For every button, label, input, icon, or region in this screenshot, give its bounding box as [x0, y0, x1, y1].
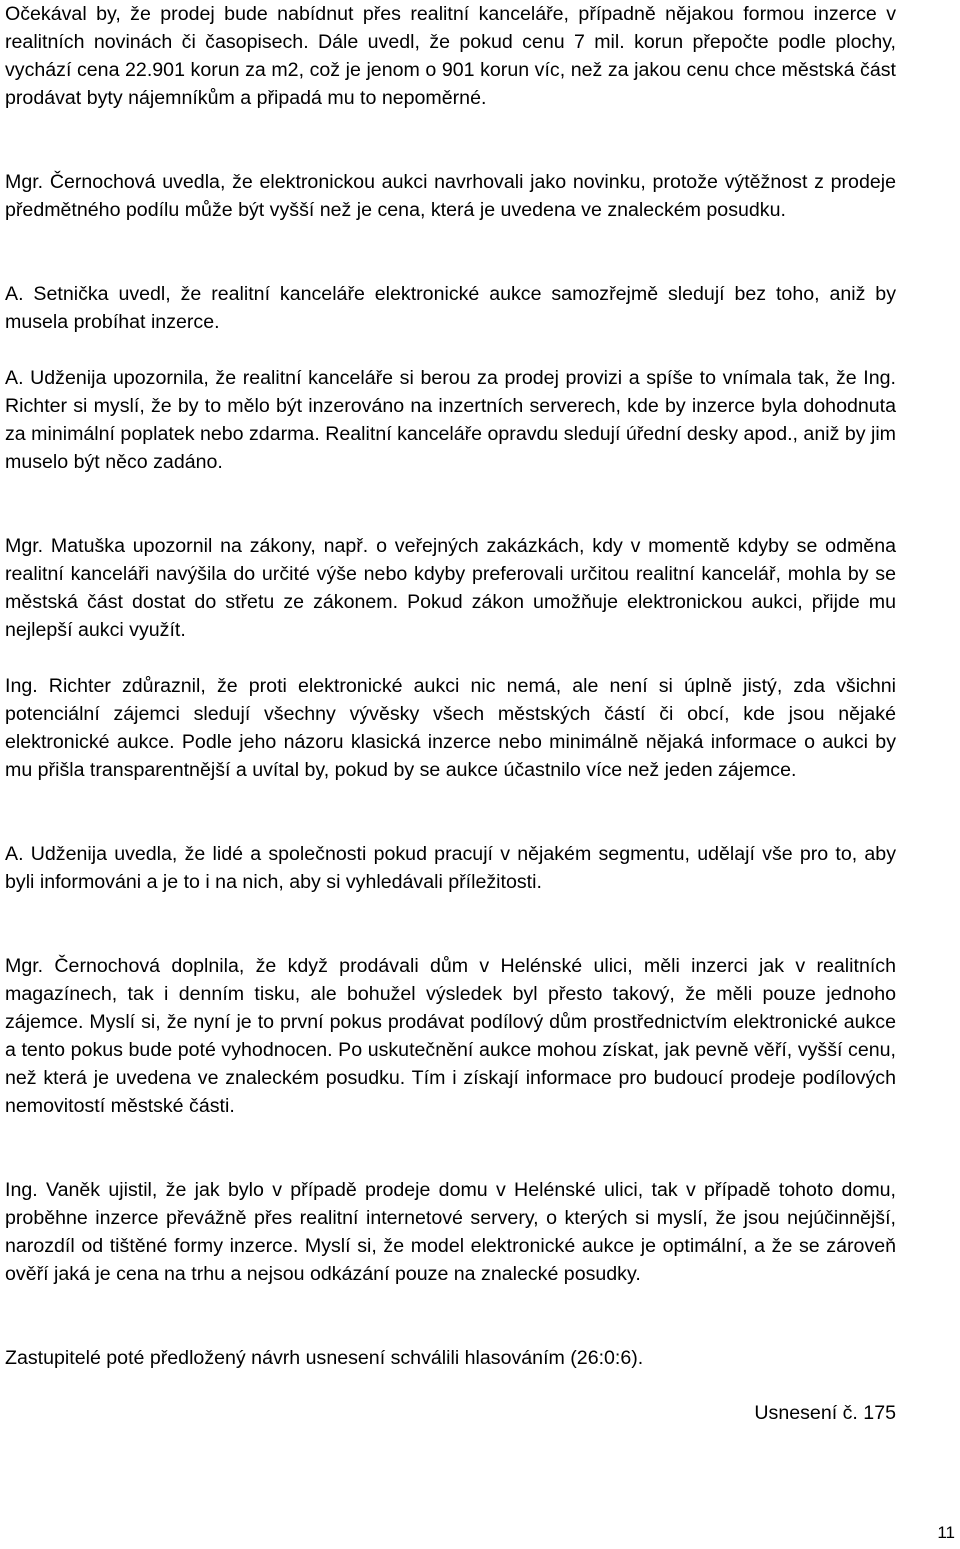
paragraph-prodej-cena: Očekával by, že prodej bude nabídnut přes realitní kanceláře, případně nějakou formou inzerce v realitních novinách či časopisech. Dále uvedl, že pokud cenu 7 mil. korun přepočte podle plochy, vychází cena 22.901 korun za m2, což je jenom o 901 korun víc, než za jakou cenu chce městská část prodávat byty nájemníkům a připadá mu to nepoměrné.: [5, 3, 896, 109]
paragraph-cernochova-helenska: Mgr. Černochová doplnila, že když prodávali dům v Helénské ulici, měli inzerci jak v realitních magazínech, tak i denním tisku, ale bohužel výsledek byl přesto takový, že měli pouze jednoho zájemce. Myslí si, že nyní je to první pokus prodávat podílový dům prostřednictvím elektronické aukce a tento pokus bude poté vyhodnocen. Po uskutečnění aukce mohou získat, jak pevně věří, vyšší cenu, než která je uvedena ve znaleckém posudku. Tím i získají informace pro budoucí prodeje podílových nemovitostí městské části.: [5, 955, 896, 1117]
paragraph-udzenija-segment: A. Udženija uvedla, že lidé a společnosti pokud pracují v nějakém segmentu, udělají vše pro to, aby byli informováni a je to i na nich, aby si vyhledávali příležitosti.: [5, 843, 896, 893]
paragraph-setnicka: A. Setnička uvedl, že realitní kanceláře elektronické aukce samozřejmě sledují bez toho, aniž by musela probíhat inzerce.: [5, 283, 896, 333]
paragraph-udzenija-provize: A. Udženija upozornila, že realitní kanceláře si berou za prodej provizi a spíše to vnímala tak, že Ing. Richter si myslí, že by to mělo být inzerováno na inzertních serverech, kde by inzerce byla dohodnuta za minimální poplatek nebo zdarma. Realitní kanceláře opravdu sledují úřední desky apod., aniž by jim muselo být něco zadáno.: [5, 367, 896, 473]
paragraph-richter: Ing. Richter zdůraznil, že proti elektronické aukci nic nemá, ale není si úplně jistý, zda všichni potenciální zájemci sledují všechny vývěsky všech městských částí či obcí, kde jsou nějaké elektronické aukce. Podle jeho názoru klasická inzerce nebo minimálně nějaká informace o aukci by mu přišla transparentnější a uvítal by, pokud by se aukce účastnilo více než jeden zájemce.: [5, 675, 896, 781]
paragraph-hlasovani: Zastupitelé poté předložený návrh usnesení schválili hlasováním (26:0:6).: [5, 1347, 644, 1369]
resolution-number: Usnesení č. 175: [754, 1402, 896, 1424]
paragraph-vanek: Ing. Vaněk ujistil, že jak bylo v případě prodeje domu v Helénské ulici, tak v případě tohoto domu, proběhne inzerce převážně přes realitní internetové servery, o kterých si myslí, že jsou nejúčinnější, narozdíl od tištěné formy inzerce. Myslí si, že model elektronické aukce je optimální, a že se zároveň ověří jaká je cena na trhu a nejsou odkázání pouze na znalecké posudky.: [5, 1179, 896, 1285]
paragraph-cernochova-aukce: Mgr. Černochová uvedla, že elektronickou aukci navrhovali jako novinku, protože výtěžnost z prodeje předmětného podílu může být vyšší než je cena, která je uvedena ve znaleckém posudku.: [5, 171, 896, 221]
page-number: 11: [937, 1523, 955, 1542]
paragraph-matuska: Mgr. Matuška upozornil na zákony, např. o veřejných zakázkách, kdy v momentě kdyby se odměna realitní kanceláři navýšila do určité výše nebo kdyby preferovali určitou realitní kancelář, mohla by se městská část dostat do střetu ze zákonem. Pokud zákon umožňuje elektronickou aukci, přijde mu nejlepší aukci využít.: [5, 535, 896, 641]
